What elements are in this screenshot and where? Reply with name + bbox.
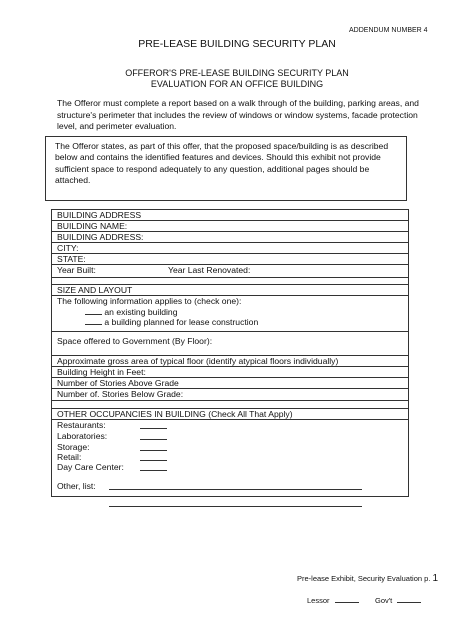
section-divider xyxy=(51,277,408,278)
checkbox-blank[interactable] xyxy=(85,324,102,325)
intro-line: level, and perimeter evaluation. xyxy=(57,121,177,131)
existing-building-option[interactable]: an existing building xyxy=(85,307,178,317)
space-offered-field[interactable]: Space offered to Government (By Floor): xyxy=(57,336,213,346)
building-name-field[interactable]: BUILDING NAME: xyxy=(57,221,128,231)
govt-initials[interactable]: Gov't xyxy=(375,596,421,605)
gross-area-field[interactable]: Approximate gross area of typical floor (identify atypical floors individually) xyxy=(57,356,339,366)
other-list-line-2[interactable] xyxy=(109,506,362,507)
occupancies-heading: OTHER OCCUPANCIES IN BUILDING (Check All That Apply) xyxy=(57,409,293,419)
subtitle-line-1: OFFEROR'S PRE-LEASE BUILDING SECURITY PLAN xyxy=(125,68,349,78)
exhibit-footer: Pre-lease Exhibit, Security Evaluation p. 1 xyxy=(297,573,439,584)
row-divider xyxy=(51,253,408,254)
lessor-initials[interactable]: Lessor xyxy=(307,596,359,605)
other-occupancy-label: Other, list: xyxy=(57,481,96,491)
statement-line: below and contains the identified features and devices. Should this exhibit not provide xyxy=(55,152,381,163)
subtitle-line-2: EVALUATION FOR AN OFFICE BUILDING xyxy=(150,79,324,89)
page-number: 1 xyxy=(432,573,439,584)
row-divider xyxy=(51,242,408,243)
planned-building-option[interactable]: a building planned for lease construction xyxy=(85,317,258,327)
year-built-field[interactable]: Year Built: xyxy=(57,265,96,275)
city-field[interactable]: CITY: xyxy=(57,243,79,253)
govt-blank[interactable] xyxy=(397,602,421,603)
section-divider xyxy=(51,400,408,401)
applies-to-label: The following information applies to (check one): xyxy=(57,296,242,306)
statement-line: sufficient space to respond adequately to any question, additional pages should be xyxy=(55,163,370,174)
occupancy-laboratories: Laboratories: xyxy=(57,431,108,441)
occupancy-restaurants: Restaurants: xyxy=(57,420,106,430)
stories-above-field[interactable]: Number of Stories Above Grade xyxy=(57,378,179,388)
storage-blank[interactable] xyxy=(140,450,167,451)
other-list-line-1[interactable] xyxy=(109,489,362,490)
laboratories-blank[interactable] xyxy=(140,439,167,440)
year-renovated-field[interactable]: Year Last Renovated: xyxy=(168,265,251,275)
section-divider xyxy=(51,331,408,332)
checkbox-blank[interactable] xyxy=(85,314,102,315)
stories-below-field[interactable]: Number of. Stories Below Grade: xyxy=(57,389,184,399)
statement-line: The Offeror states, as part of this offer, that the proposed space/building is as described xyxy=(55,141,389,151)
lessor-blank[interactable] xyxy=(335,602,359,603)
statement-line: attached. xyxy=(55,174,91,185)
occupancy-storage: Storage: xyxy=(57,442,90,452)
intro-line: The Offeror must complete a report based on a walk through of the building, parking areas, and xyxy=(57,98,419,108)
day-care-blank[interactable] xyxy=(140,470,167,471)
restaurants-blank[interactable] xyxy=(140,428,167,429)
state-field[interactable]: STATE: xyxy=(57,254,86,264)
intro-paragraph xyxy=(57,98,422,133)
page-title: PRE-LEASE BUILDING SECURITY PLAN xyxy=(138,38,336,50)
occupancy-day-care: Day Care Center: xyxy=(57,462,124,472)
addendum-number: ADDENDUM NUMBER 4 xyxy=(349,27,428,34)
offeror-statement-text xyxy=(55,141,403,186)
building-address-heading: BUILDING ADDRESS xyxy=(57,210,142,220)
building-height-field[interactable]: Building Height in Feet: xyxy=(57,367,146,377)
size-layout-heading: SIZE AND LAYOUT xyxy=(57,285,133,295)
retail-blank[interactable] xyxy=(140,460,167,461)
intro-line: structure's perimeter that includes the review of windows or window systems, facade protection xyxy=(57,109,418,120)
occupancy-retail: Retail: xyxy=(57,452,82,462)
building-address-field[interactable]: BUILDING ADDRESS: xyxy=(57,232,144,242)
